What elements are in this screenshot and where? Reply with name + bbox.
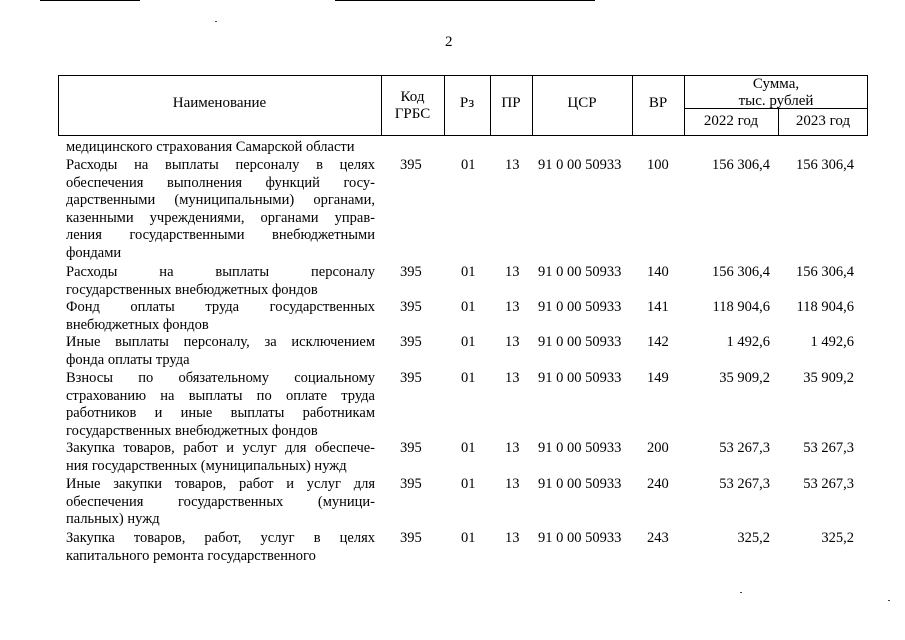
row-name-line: страхованию на выплаты по оплате труда (66, 387, 375, 404)
row-amount-2022: 118 904,6 (712, 299, 770, 315)
row-vr: 141 (647, 299, 669, 315)
row-csr: 91 0 00 50933 (538, 264, 622, 280)
row-amount-2022: 325,2 (737, 530, 770, 546)
row-pr: 13 (505, 476, 520, 492)
row-rz: 01 (461, 530, 476, 546)
header-sum-line1: Сумма, (752, 76, 800, 92)
header-bottom-border (58, 135, 868, 136)
row-pr: 13 (505, 440, 520, 456)
row-rz: 01 (461, 370, 476, 386)
row-vr: 243 (647, 530, 669, 546)
row-grbs: 395 (400, 440, 422, 456)
row-grbs: 395 (400, 264, 422, 280)
scan-edge-line (335, 0, 595, 1)
scan-speck (740, 592, 742, 593)
row-grbs: 395 (400, 370, 422, 386)
row-amount-2023: 1 492,6 (810, 334, 854, 350)
row-name-line: Закупка товаров, работ и услуг для обеспече- (66, 440, 375, 456)
row-pr: 13 (505, 370, 520, 386)
header-code-line1: Код (400, 89, 425, 105)
row-csr: 91 0 00 50933 (538, 334, 622, 350)
row-name-line: пальных) нужд (66, 511, 160, 527)
row-name-line: обеспечения выполнения функций госу- (66, 174, 375, 191)
row-amount-2022: 156 306,4 (712, 264, 770, 280)
header-pr: ПР (501, 95, 521, 111)
row-amount-2023: 118 904,6 (796, 299, 854, 315)
row-amount-2023: 156 306,4 (796, 264, 854, 280)
row-rz: 01 (461, 264, 476, 280)
row-rz: 01 (461, 157, 476, 173)
row-name-line: капитального ремонта государственного (66, 547, 316, 564)
row-name-line: государственных внебюджетных фондов (66, 422, 318, 439)
page-number: 2 (445, 34, 453, 50)
row-rz: 01 (461, 476, 476, 492)
row-name (66, 530, 375, 565)
row-rz: 01 (461, 299, 476, 315)
row-name-line: работников и иные выплаты работникам (66, 405, 375, 421)
row-vr: 100 (647, 157, 669, 173)
row-rz: 01 (461, 440, 476, 456)
row-vr: 140 (647, 264, 669, 280)
scan-speck (888, 600, 890, 601)
row-name (66, 440, 375, 475)
row-name (66, 264, 375, 299)
header-sum (684, 76, 868, 110)
row-amount-2023: 156 306,4 (796, 157, 854, 173)
row-name (66, 157, 375, 262)
row-amount-2022: 53 267,3 (719, 476, 770, 492)
row-name-line: ления государственными внебюджетными (66, 227, 375, 243)
row-amount-2023: 325,2 (821, 530, 854, 546)
row-csr: 91 0 00 50933 (538, 157, 622, 173)
row-grbs: 395 (400, 299, 422, 315)
row-name-line: дарственными (муниципальными) органами, (66, 192, 375, 208)
header-year-2023: 2023 год (795, 113, 851, 129)
header-code (381, 89, 444, 123)
row-grbs: 395 (400, 334, 422, 350)
row-name-line: внебюджетных фондов (66, 316, 209, 333)
header-name: Наименование (172, 95, 267, 111)
scan-edge-line (40, 0, 140, 1)
row-name-line: ния государственных (муниципальных) нужд (66, 457, 347, 474)
row-amount-2022: 156 306,4 (712, 157, 770, 173)
header-rz: Рз (459, 95, 475, 111)
row-pr: 13 (505, 157, 520, 173)
row-vr: 142 (647, 334, 669, 350)
header-sum-line2: тыс. рублей (738, 93, 814, 109)
row-amount-2023: 35 909,2 (803, 370, 854, 386)
row-name-line: Фонд оплаты труда государственных (66, 299, 375, 315)
row-rz: 01 (461, 334, 476, 350)
row-pr: 13 (505, 334, 520, 350)
row-csr: 91 0 00 50933 (538, 299, 622, 315)
row-name-line: Иные выплаты персоналу, за исключением (66, 334, 375, 350)
row-amount-2022: 53 267,3 (719, 440, 770, 456)
row-amount-2023: 53 267,3 (803, 440, 854, 456)
continuation-text: медицинского страхования Самарской области (66, 139, 355, 155)
row-amount-2022: 1 492,6 (726, 334, 770, 350)
row-pr: 13 (505, 530, 520, 546)
row-csr: 91 0 00 50933 (538, 476, 622, 492)
row-csr: 91 0 00 50933 (538, 530, 622, 546)
row-name (66, 370, 375, 440)
row-pr: 13 (505, 264, 520, 280)
header-vr: ВР (648, 95, 668, 111)
row-name-line: казенными учреждениями, органами управ- (66, 209, 375, 226)
row-name-line: Расходы на выплаты персоналу (66, 264, 375, 280)
row-vr: 200 (647, 440, 669, 456)
row-amount-2022: 35 909,2 (719, 370, 770, 386)
row-grbs: 395 (400, 530, 422, 546)
row-name-line: фонда оплаты труда (66, 351, 190, 368)
row-name-line: Расходы на выплаты персоналу в целях (66, 157, 375, 173)
row-amount-2023: 53 267,3 (803, 476, 854, 492)
row-name-line: обеспечения государственных (муници- (66, 493, 375, 510)
row-name-line: Закупка товаров, работ, услуг в целях (66, 530, 375, 546)
row-name-line: фондами (66, 244, 122, 261)
row-csr: 91 0 00 50933 (538, 440, 622, 456)
row-grbs: 395 (400, 157, 422, 173)
row-csr: 91 0 00 50933 (538, 370, 622, 386)
table-header (58, 75, 868, 136)
header-code-line2: ГРБС (394, 106, 431, 122)
row-name (66, 334, 375, 369)
row-vr: 149 (647, 370, 669, 386)
row-name-line: Иные закупки товаров, работ и услуг для (66, 476, 375, 492)
header-year-2022: 2022 год (703, 113, 759, 129)
row-pr: 13 (505, 299, 520, 315)
header-csr: ЦСР (567, 95, 597, 111)
row-name (66, 299, 375, 334)
row-name-line: государственных внебюджетных фондов (66, 281, 318, 298)
row-name-line: Взносы по обязательному социальному (66, 370, 375, 386)
row-name (66, 476, 375, 529)
scan-speck (215, 21, 217, 22)
row-vr: 240 (647, 476, 669, 492)
row-grbs: 395 (400, 476, 422, 492)
